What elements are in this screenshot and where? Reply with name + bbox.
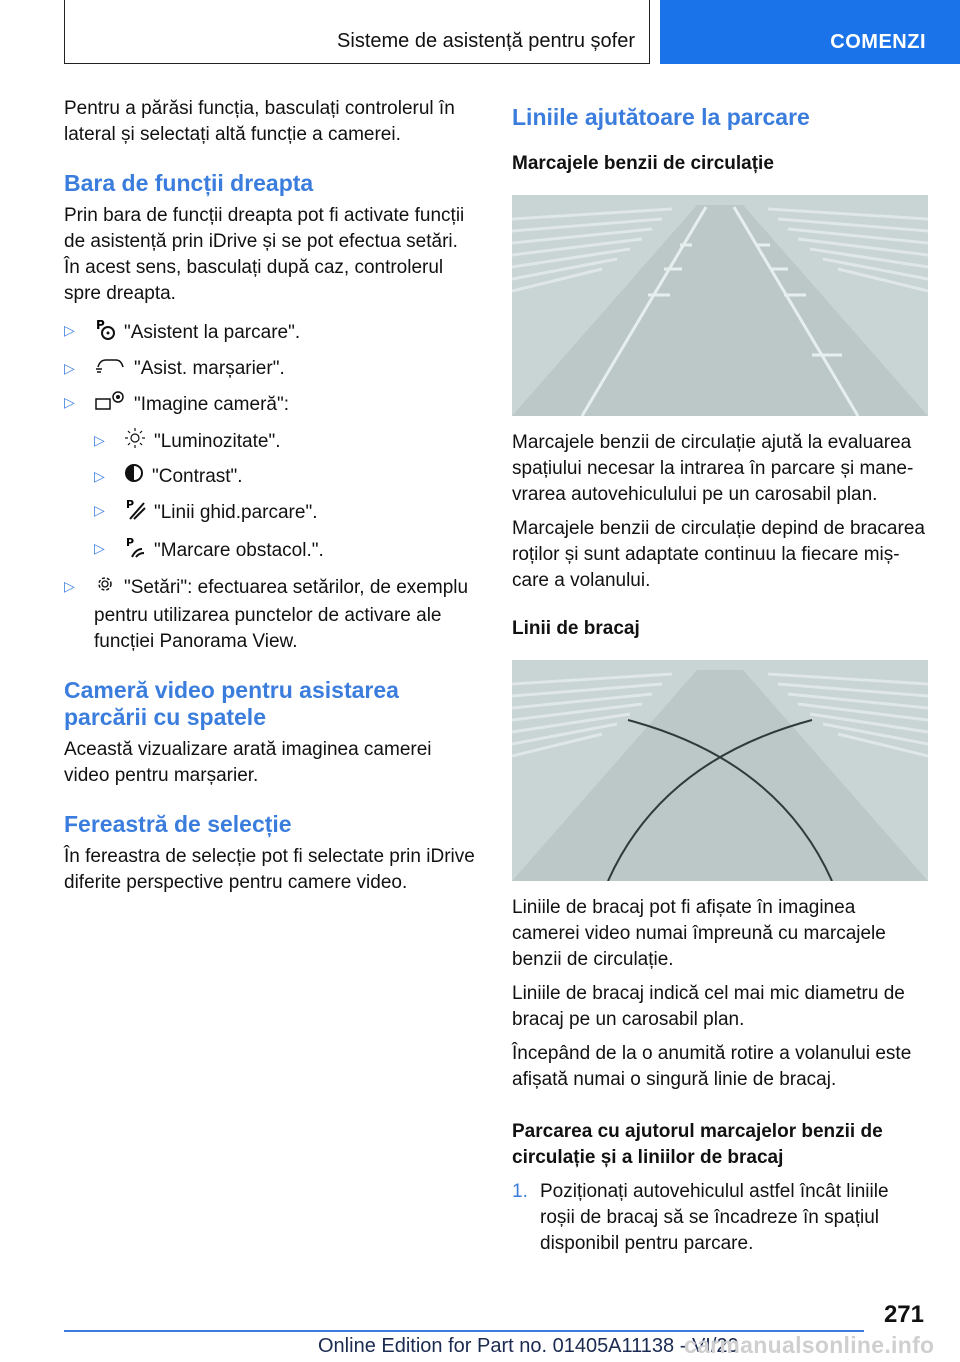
step-number: 1. xyxy=(512,1181,528,1202)
lane-markings-paragraph-2: Marcajele benzii de circulație depind de bracarea roților și sunt adaptate continuu la fiecare mișcare a volanului. xyxy=(512,518,925,591)
list-item: ▷ "Imagine cameră": ▷ "Luminozitate". ▷ "Contrast". ▷ P "Linii ghid.parcare". ▷ P "Marcare obstacol.". xyxy=(64,389,478,567)
camera-settings-icon xyxy=(94,389,126,421)
watermark: carmanualsonline.info xyxy=(684,1332,935,1358)
turning-lines-paragraph-3: Începând de la o anumită rotire a volanului este afișată numai o singură linie de bracaj. xyxy=(512,1043,912,1090)
list-item: ▷ P "Linii ghid.parcare". xyxy=(94,497,478,529)
bullet-triangle-icon: ▷ xyxy=(94,432,105,448)
rear-camera-paragraph: Această vizualizare arată imaginea camerei video pentru marșarier. xyxy=(64,739,432,786)
svg-text:P: P xyxy=(126,536,135,549)
heading-rear-camera: Cameră video pentru asistarea parcării cu spatele xyxy=(64,677,399,730)
camera-image-sublist xyxy=(94,427,478,567)
list-item: ▷ P "Asistent la parcare". xyxy=(64,317,478,349)
page-number: 271 xyxy=(883,1301,924,1328)
parking-assistant-icon xyxy=(94,317,116,349)
bullet-triangle-icon: ▷ xyxy=(94,502,105,518)
bullet-triangle-icon: ▷ xyxy=(64,360,75,376)
turning-lines-paragraph-1: Liniile de bracaj pot fi afișate în imaginea camerei video numai împreună cu marcajele benzii de circulație. xyxy=(512,897,886,970)
header-chapter-tab[interactable]: COMENZI xyxy=(660,0,960,64)
heading-function-bar: Bara de funcții dreapta xyxy=(64,170,314,196)
heading-selection-window: Fereastră de selecție xyxy=(64,811,292,837)
bullet-triangle-icon: ▷ xyxy=(64,394,75,410)
function-bar-paragraph: Prin bara de funcții dreapta pot fi activate funcții de asistență prin iDrive și se pot efectua setări. În acest sens, basculați după caz, controlerul spre dreapta. xyxy=(64,205,465,304)
contrast-icon xyxy=(124,463,144,491)
turning-lines-image xyxy=(512,660,928,881)
turning-lines-paragraph-2: Liniile de bracaj indică cel mai mic diametru de bracaj pe un carosabil plan. xyxy=(512,983,905,1030)
heading-turning-lines: Linii de bracaj xyxy=(512,618,640,639)
bullet-triangle-icon: ▷ xyxy=(94,468,105,484)
lane-markings-paragraph-1: Marcajele benzii de circulație ajută la evaluarea spațiului necesar la intrarea în parcare și manevrarea autovehiculului pe un carosabil plan. xyxy=(512,432,914,505)
intro-paragraph: Pentru a părăsi funcția, basculați controlerul în lateral și selectați altă funcție a camerei. xyxy=(64,98,455,145)
bullet-triangle-icon: ▷ xyxy=(64,322,75,338)
parking-steps xyxy=(512,1179,928,1257)
settings-gear-icon xyxy=(94,573,116,603)
heading-lane-markings: Marcajele benzii de circulație xyxy=(512,153,774,174)
bullet-triangle-icon: ▷ xyxy=(94,540,105,556)
list-item: 1. Poziționați autovehiculul astfel încât liniile roșii de bracaj să se încadreze în spațiul disponibil pentru parcare. xyxy=(512,1181,889,1254)
list-item: ▷ "Setări": efectuarea setărilor, de exemplu pentru utilizarea punctelor de activare ale funcției Panorama View. xyxy=(64,573,478,655)
list-item: ▷ "Contrast". xyxy=(94,463,478,491)
svg-text:P: P xyxy=(126,498,135,511)
right-column xyxy=(512,96,928,1257)
obstacle-marking-icon xyxy=(124,535,146,567)
left-column xyxy=(64,96,478,904)
parking-lines-icon xyxy=(124,497,146,529)
brightness-icon xyxy=(124,427,146,457)
heading-parking-procedure: Parcarea cu ajutorul marcajelor benzii de circulație și a liniilor de bracaj xyxy=(512,1121,883,1168)
bullet-triangle-icon: ▷ xyxy=(64,578,75,594)
reverse-assistant-icon xyxy=(94,355,126,383)
list-item: ▷ P "Marcare obstacol.". xyxy=(94,535,478,567)
selection-window-paragraph: În fereastra de selecție pot fi selectate prin iDrive diferite perspective pentru camere video. xyxy=(64,846,475,893)
function-bar-list xyxy=(64,317,478,655)
list-item: ▷ "Luminozitate". xyxy=(94,427,478,457)
header-section-title: Sisteme de asistență pentru șofer xyxy=(64,0,650,64)
heading-parking-lines: Liniile ajutătoare la parcare xyxy=(512,104,810,130)
svg-text:P: P xyxy=(96,318,105,332)
list-item: ▷ "Asist. marșarier". xyxy=(64,355,478,383)
lane-markings-image xyxy=(512,195,928,416)
footer-edition: Online Edition for Part no. 01405A11138 - VI/20 xyxy=(318,1335,739,1357)
